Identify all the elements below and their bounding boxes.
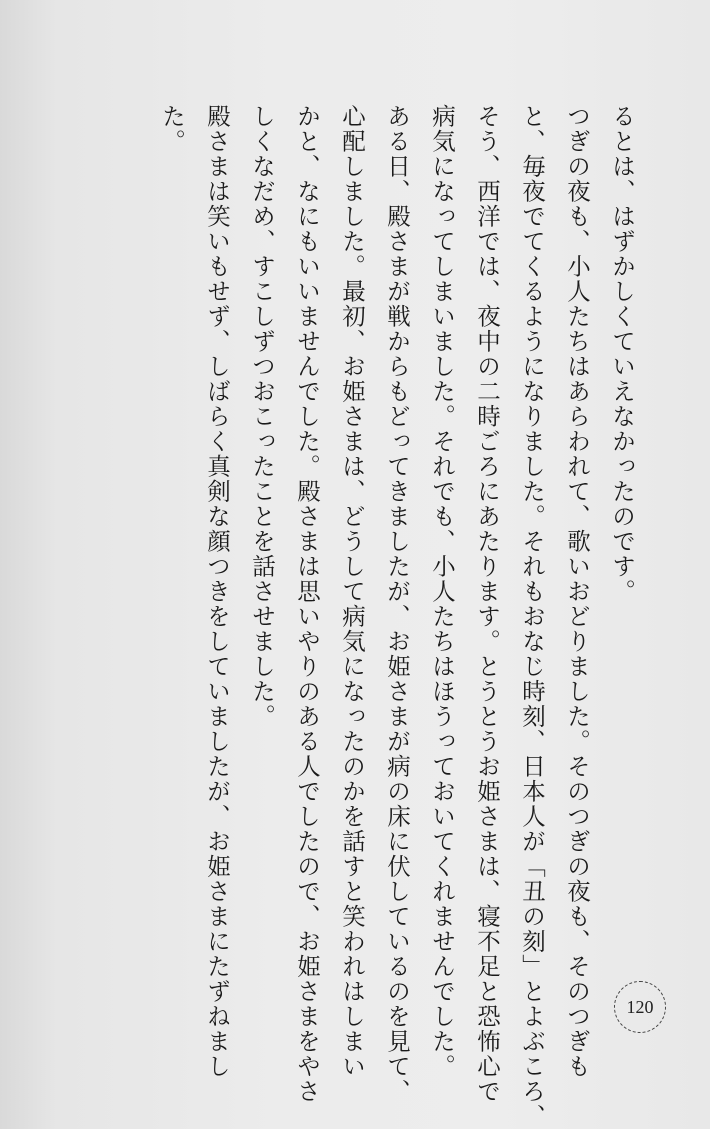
text-column-4: そう、西洋では、夜中の二時ごろにあたります。とうとうお姫さまは、寝不足と恐怖心で — [473, 104, 501, 1104]
text-column-3: と、毎夜でてくるようになりました。それもおなじ時刻、日本人が「丑の刻」とよぶころ、 — [518, 104, 546, 1129]
text-column-8: かと、なにもいいませんでした。殿さまは思いやりのある人でしたので、お姫さまをやさ — [293, 104, 321, 1104]
text-column-10: 殿さまは笑いもせず、しばらく真剣な顔つきをしていましたが、お姫さまにたずねまし — [203, 104, 231, 1079]
text-column-1: るとは、はずかしくていえなかったのです。 — [608, 104, 636, 604]
page-number: 120 — [614, 981, 666, 1033]
text-column-7: 心配しました。最初、お姫さまは、どうして病気になったのかを話すと笑われはしまい — [338, 104, 366, 1079]
text-column-6: ある日、殿さまが戦からもどってきましたが、お姫さまが病の床に伏しているのを見て、 — [383, 104, 411, 1104]
text-column-11: た。 — [158, 104, 186, 154]
text-column-2: つぎの夜も、小人たちはあらわれて、歌いおどりました。そのつぎの夜も、そのつぎも — [563, 104, 591, 1079]
text-column-5: 病気になってしまいました。それでも、小人たちはほうっておいてくれませんでした。 — [428, 104, 456, 1079]
text-column-9: しくなだめ、すこしずつおこったことを話させました。 — [248, 104, 276, 729]
